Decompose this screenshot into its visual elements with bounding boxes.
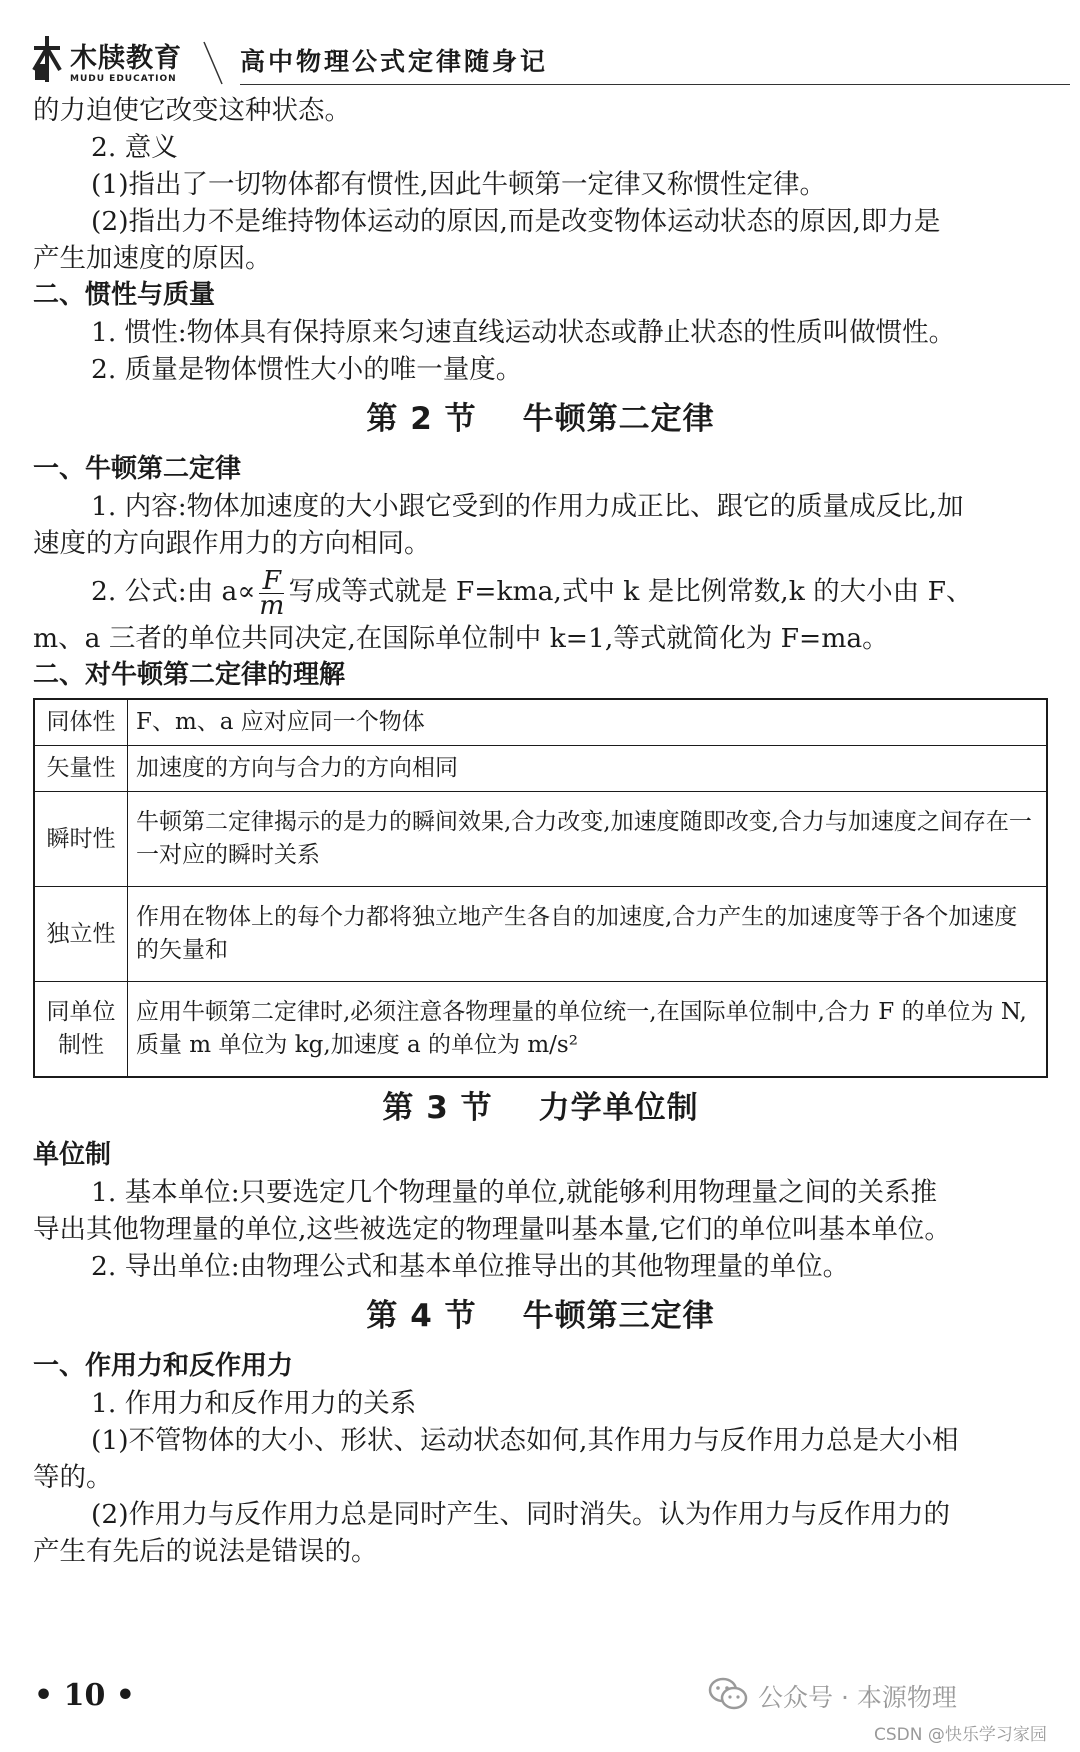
wechat-icon — [708, 1676, 748, 1712]
text-line: (2)指出力不是维持物体运动的原因,而是改变物体运动状态的原因,即力是 — [91, 206, 941, 237]
text-line: (2)作用力与反作用力总是同时产生、同时消失。认为作用力与反作用力的 — [91, 1499, 951, 1530]
table-key: 独立性 — [34, 887, 128, 982]
page-number: • 10 • — [34, 1678, 135, 1713]
text-line: 1. 基本单位:只要选定几个物理量的单位,就能够利用物理量之间的关系推 — [91, 1177, 938, 1208]
section-name: 牛顿第三定律 — [522, 1298, 715, 1334]
header-divider — [198, 34, 238, 86]
table-key: 矢量性 — [34, 746, 128, 792]
text-line: (1)不管物体的大小、形状、运动状态如何,其作用力与反作用力总是大小相 — [91, 1425, 959, 1456]
header-rule — [240, 84, 1070, 85]
table-row — [34, 699, 1047, 746]
table-value: 应用牛顿第二定律时,必须注意各物理量的单位统一,在国际单位制中,合力 F 的单位为 N,质量 m 单位为 kg,加速度 a 的单位为 m/s² — [128, 982, 1048, 1078]
text-line: 速度的方向跟作用力的方向相同。 — [33, 528, 431, 559]
text-line: 1. 内容:物体加速度的大小跟它受到的作用力成正比、跟它的质量成反比,加 — [91, 491, 964, 522]
text-line: (1)指出了一切物体都有惯性,因此牛顿第一定律又称惯性定律。 — [91, 169, 826, 200]
table-value: 作用在物体上的每个力都将独立地产生各自的加速度,合力产生的加速度等于各个加速度的矢量和 — [128, 887, 1048, 982]
text-line: 产生加速度的原因。 — [33, 243, 272, 274]
section-title — [33, 1298, 1048, 1335]
csdn-watermark: CSDN @快乐学习家园 — [874, 1725, 1047, 1745]
table-key: 同体性 — [34, 699, 128, 746]
text-line: 等的。 — [33, 1462, 113, 1493]
heading: 一、牛顿第二定律 — [33, 454, 242, 484]
formula-line — [33, 564, 1048, 620]
fraction — [259, 564, 285, 621]
section-number: 第 4 节 — [366, 1298, 477, 1334]
table-value: 牛顿第二定律揭示的是力的瞬间效果,合力改变,加速度随即改变,合力与加速度之间存在一一对应的瞬时关系 — [128, 792, 1048, 887]
watermark: 公众号 · 本源物理 — [758, 1683, 957, 1712]
book-title: 高中物理公式定律随身记 — [240, 47, 549, 76]
table-value: F、m、a 应对应同一个物体 — [128, 699, 1048, 746]
text-line: m、a 三者的单位共同决定,在国际单位制中 k=1,等式就简化为 F=ma。 — [33, 623, 889, 654]
section-number: 第 2 节 — [366, 401, 477, 437]
table-value: 加速度的方向与合力的方向相同 — [128, 746, 1048, 792]
table-row — [34, 746, 1047, 792]
text-line: 的力迫使它改变这种状态。 — [33, 95, 351, 126]
section-name: 力学单位制 — [538, 1090, 699, 1126]
mudu-logo-icon — [30, 34, 64, 84]
section-name: 牛顿第二定律 — [522, 401, 715, 437]
brand-name: 木牍教育 — [70, 43, 182, 74]
text-line: 2. 导出单位:由物理公式和基本单位推导出的其他物理量的单位。 — [91, 1251, 850, 1282]
fraction-numerator: F — [259, 569, 284, 594]
law2-table — [33, 698, 1048, 1078]
table-row — [34, 887, 1047, 982]
section-title — [33, 1090, 1048, 1127]
table-row — [34, 792, 1047, 887]
table-row — [34, 982, 1047, 1078]
formula-suffix: 写成等式就是 F=kma,式中 k 是比例常数,k 的大小由 F、 — [288, 576, 973, 607]
section-number: 第 3 节 — [382, 1090, 493, 1126]
page-content — [33, 92, 1048, 1570]
text-line: 2. 质量是物体惯性大小的唯一量度。 — [91, 354, 523, 385]
table-key: 瞬时性 — [34, 792, 128, 887]
heading: 单位制 — [33, 1140, 112, 1170]
table-key: 同单位制性 — [34, 982, 128, 1078]
text-line: 1. 惯性:物体具有保持原来匀速直线运动状态或静止状态的性质叫做惯性。 — [91, 317, 956, 348]
text-line: 产生有先后的说法是错误的。 — [33, 1536, 378, 1567]
section-title — [33, 401, 1048, 438]
heading: 二、惯性与质量 — [33, 280, 216, 310]
brand-name-en: MUDU EDUCATION — [70, 74, 177, 84]
formula-prefix: 2. 公式:由 a∝ — [91, 576, 256, 607]
text-line: 1. 作用力和反作用力的关系 — [91, 1388, 417, 1419]
page-header — [30, 34, 1050, 86]
text-line: 导出其他物理量的单位,这些被选定的物理量叫基本量,它们的单位叫基本单位。 — [33, 1214, 951, 1245]
heading: 二、对牛顿第二定律的理解 — [33, 660, 346, 690]
heading: 一、作用力和反作用力 — [33, 1351, 294, 1381]
fraction-denominator: m — [259, 589, 285, 621]
text-line: 2. 意义 — [91, 132, 178, 163]
